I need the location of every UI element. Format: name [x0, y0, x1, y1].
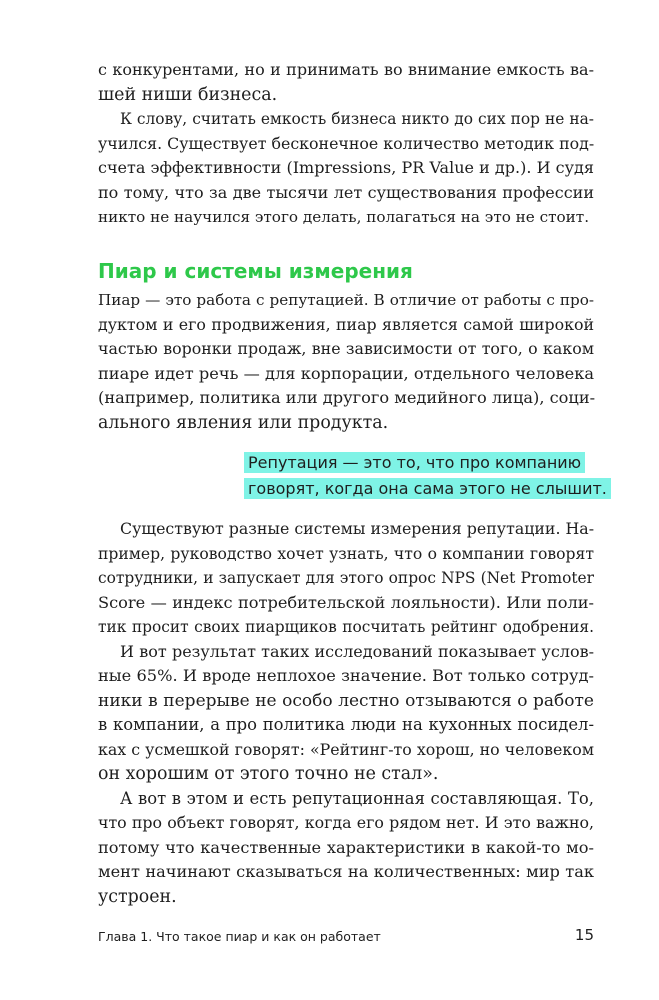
body-text-line: частью воронки продаж, вне зависимости от того, о каком — [98, 339, 594, 358]
body-text-line: устроен. — [98, 886, 177, 907]
body-text-line: по тому, что за две тысячи лет существования профессии — [98, 182, 594, 202]
body-text-line: (например, политика или другого медийного лица), соци- — [98, 388, 596, 407]
body-text-line: И вот результат таких исследований показывает услов- — [120, 641, 594, 661]
body-text-line: мент начинают сказываться на количественных: мир так — [98, 862, 594, 881]
highlighted-quote-line — [244, 451, 585, 475]
body-text-line: что про объект говорят, когда его рядом нет. И это важно, — [98, 813, 594, 832]
body-text-line: Score — индекс потребительской лояльности). Или поли- — [98, 592, 594, 612]
body-text-line: в компании, а про политика люди на кухонных посидел- — [98, 715, 594, 734]
body-text-line: Существуют разные системы измерения репутации. На- — [120, 519, 595, 538]
body-text-line: счета эффективности (Impressions, PR Value и др.). И судя — [98, 158, 594, 177]
highlighted-quote-line — [244, 477, 611, 501]
quote-highlight: Репутация — это то, что про компанию — [244, 452, 585, 473]
body-text-line: потому что качественные характеристики в какой-то мо- — [98, 837, 594, 857]
page-number: 15 — [574, 926, 594, 944]
body-text-line: К слову, считать емкость бизнеса никто до сих пор не на- — [120, 110, 594, 128]
body-text-line: шей ниши бизнеса. — [98, 84, 278, 105]
body-text-line: пиаре идет речь — для корпорации, отдельного человека — [98, 363, 594, 383]
body-text-line: ники в перерыве не особо лестно отзываются о работе — [98, 690, 594, 711]
body-text-line: тик просит своих пиарщиков посчитать рейтинг одобрения. — [98, 618, 594, 636]
quote-highlight: говорят, когда она сама этого не слышит. — [244, 478, 611, 499]
body-text-line: А вот в этом и есть репутационная составляющая. То, — [120, 788, 594, 808]
body-text-line: Пиар — это работа с репутацией. В отличие от работы с про- — [98, 291, 594, 309]
body-text-line: учился. Существует бесконечное количество методик под- — [98, 133, 595, 153]
section-heading: Пиар и системы измерения — [98, 259, 413, 283]
running-footer-chapter: Глава 1. Что такое пиар и как он работает — [98, 929, 381, 944]
body-text-line: ные 65%. И вроде неплохое значение. Вот только сотруд- — [98, 666, 594, 685]
body-text-line: с конкурентами, но и принимать во внимание емкость ва- — [98, 60, 594, 79]
body-text-line: пример, руководство хочет узнать, что о компании говорят — [98, 544, 594, 563]
body-text-line: никто не научился этого делать, полагаться на это не стоит. — [98, 208, 590, 226]
body-text-line: дуктом и его продвижения, пиар является самой широкой — [98, 314, 594, 334]
body-text-line: ках с усмешкой говорят: «Рейтинг-то хорош, но человеком — [98, 739, 594, 759]
body-text-line: сотрудники, и запускает для этого опрос NPS (Net Promoter — [98, 569, 594, 587]
body-text-line: он хорошим от этого точно не стал». — [98, 764, 439, 784]
body-text-line: ального явления или продукта. — [98, 412, 389, 433]
